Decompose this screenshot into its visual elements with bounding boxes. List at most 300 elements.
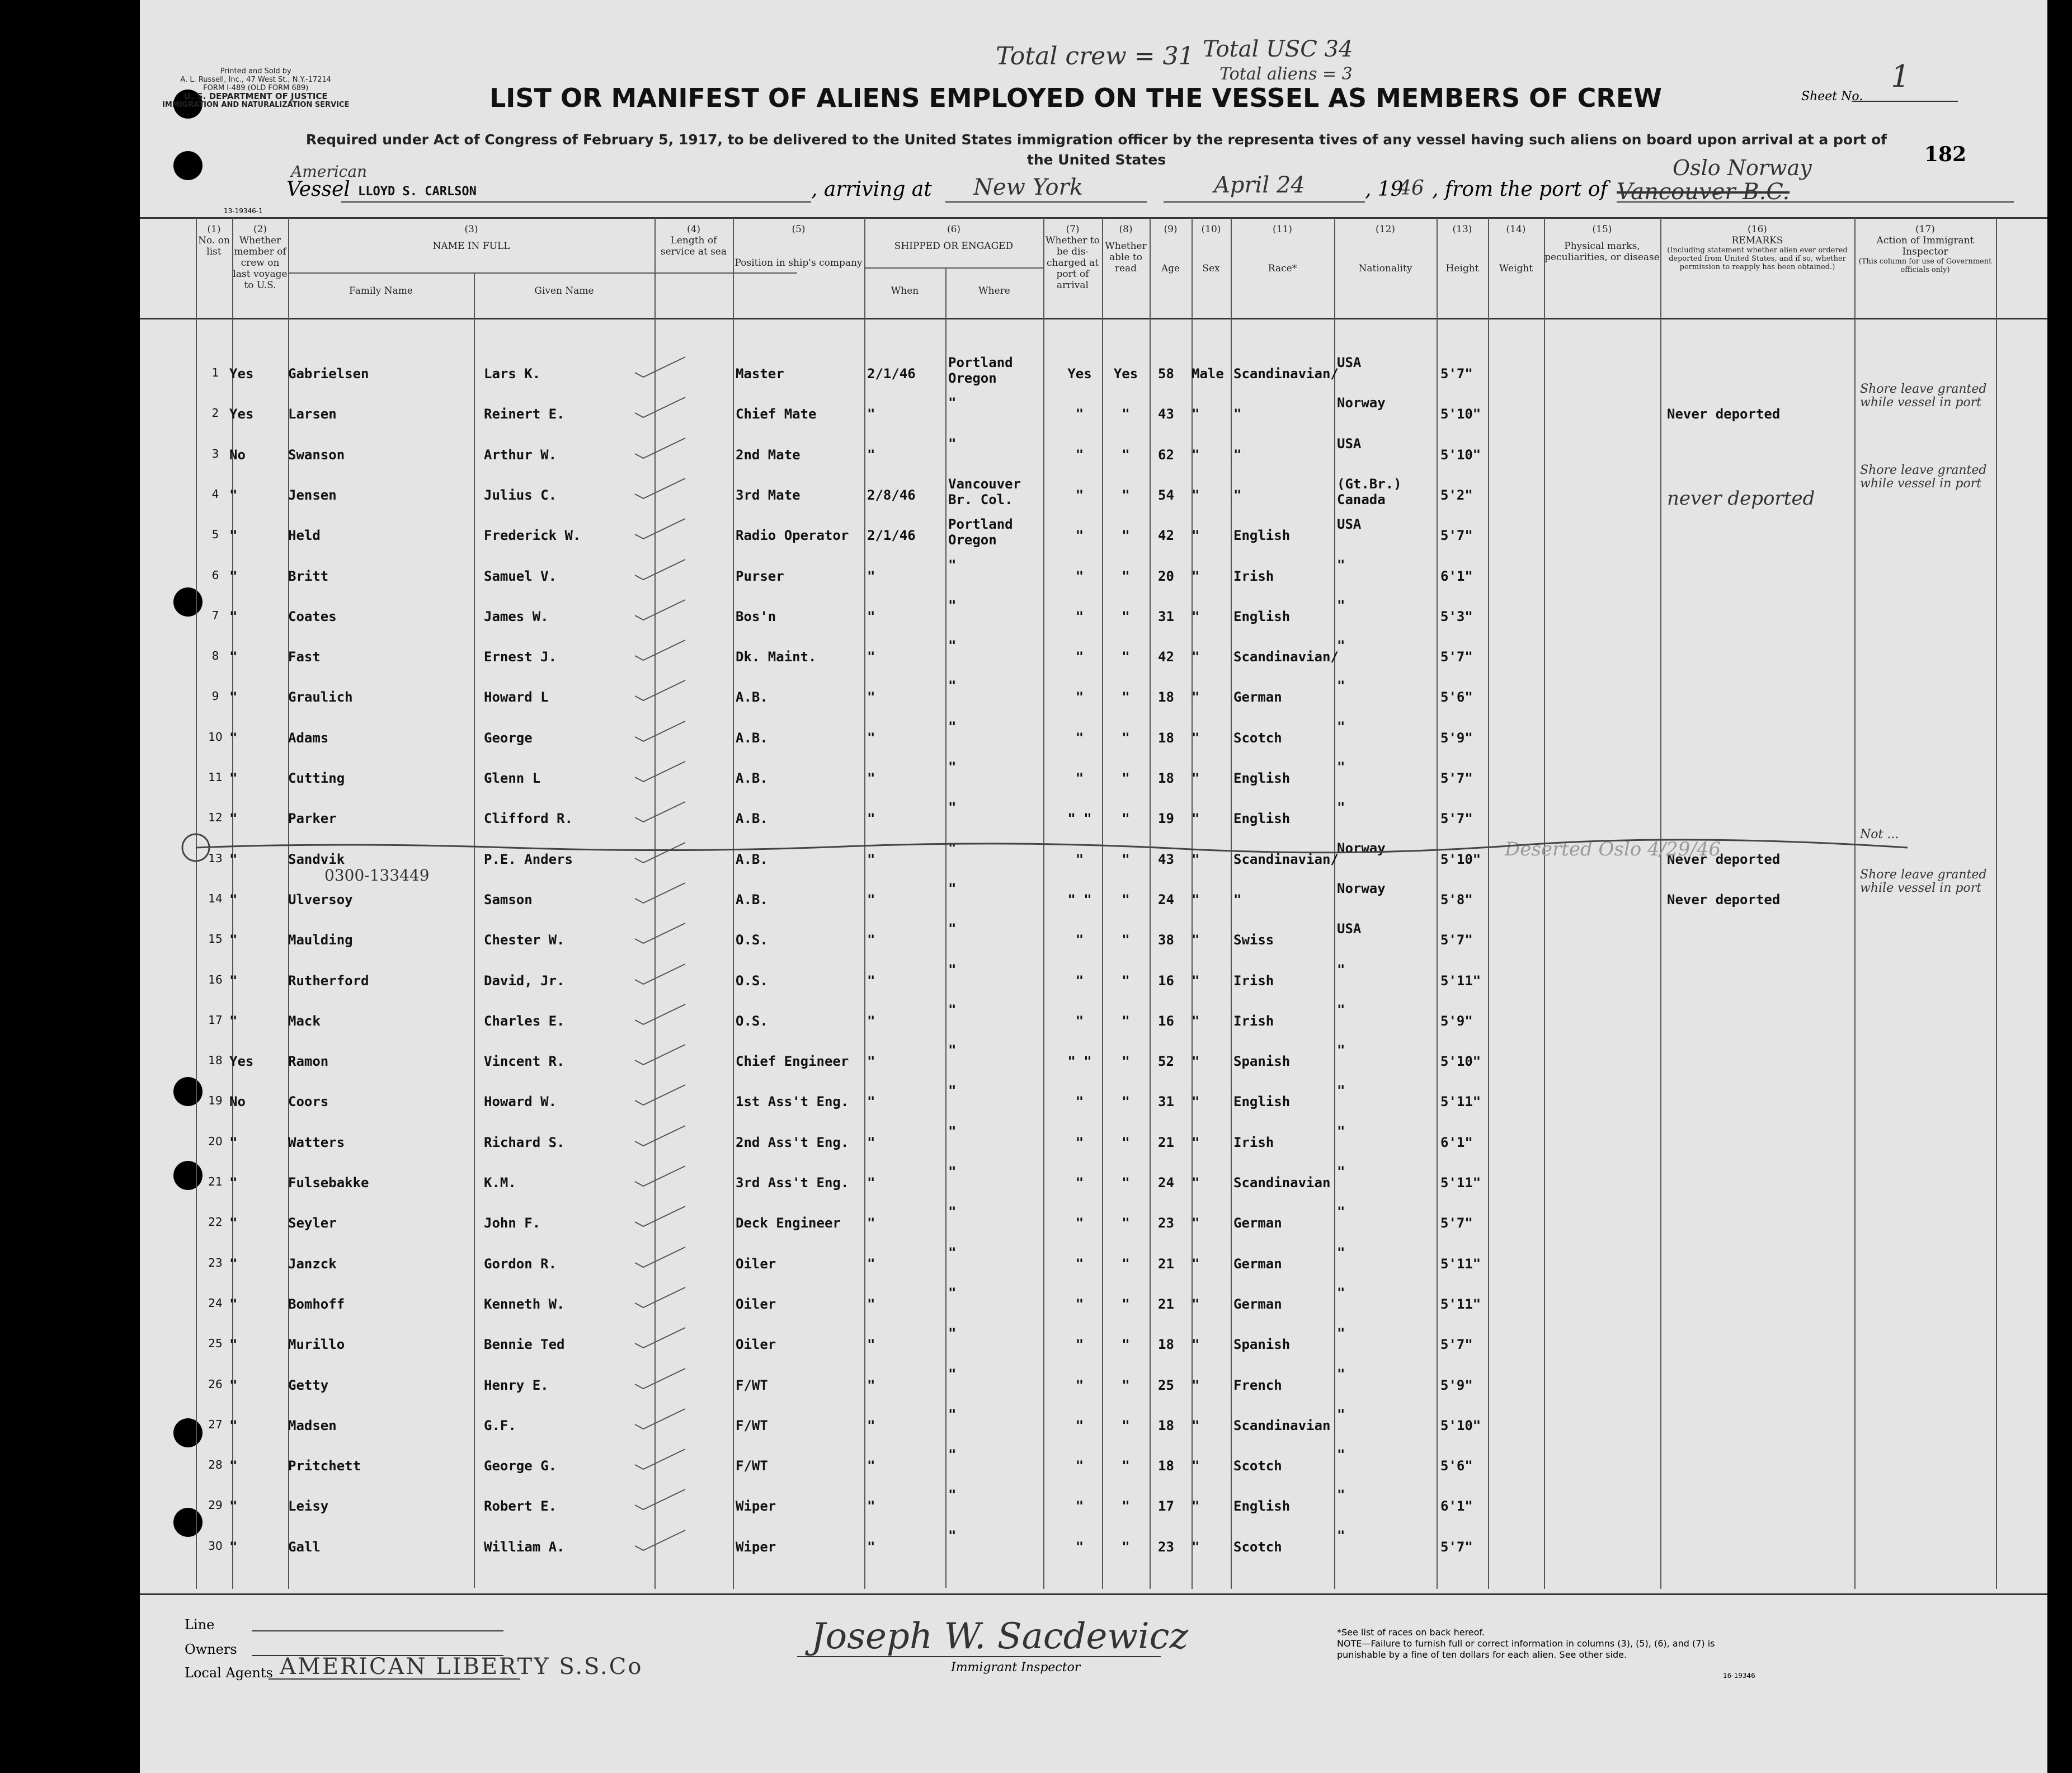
crew-no: 20 (208, 1134, 223, 1148)
nationality: " (1337, 1406, 1345, 1422)
shipped-when: " (867, 568, 875, 584)
table-row (140, 1324, 2047, 1363)
position: 1st Ass't Eng. (736, 1094, 849, 1110)
printer-line: IMMIGRATION AND NATURALIZATION SERVICE (162, 101, 350, 109)
sex: " (1192, 689, 1200, 706)
table-row (140, 1041, 2047, 1080)
height: 5'7" (1440, 528, 1473, 544)
age: 21 (1158, 1255, 1174, 1272)
given-name: David, Jr. (484, 972, 565, 989)
col-label: No. on list (198, 235, 230, 257)
race: Spanish (1233, 1337, 1291, 1353)
discharged: " (1075, 1134, 1084, 1150)
shipped-when: " (867, 1417, 875, 1433)
sheet-number: 1 (1891, 59, 1910, 94)
position: O.S. (736, 1013, 768, 1029)
age: 54 (1158, 487, 1174, 503)
sex: " (1192, 770, 1200, 786)
crew-no: 11 (208, 770, 223, 784)
sex: " (1192, 608, 1200, 624)
nationality: " (1337, 1325, 1345, 1342)
col-num: (3) (464, 224, 478, 235)
arriving-label: , arriving at (811, 178, 932, 201)
sex: " (1192, 891, 1200, 907)
table-row (140, 1122, 2047, 1161)
shipped-where: " (948, 1285, 957, 1301)
grid-line (140, 318, 2047, 319)
shipped-where: " (948, 557, 957, 573)
crew-no: 14 (208, 891, 223, 905)
vessel-label: Vessel (286, 178, 350, 201)
total-usc: Total USC 34 (1203, 36, 1353, 62)
discharged: " (1075, 487, 1084, 503)
shipped-when: " (867, 972, 875, 989)
sex: " (1192, 1337, 1200, 1353)
position: O.S. (736, 932, 768, 948)
given-name: Chester W. (484, 932, 565, 948)
family-name: Fast (288, 649, 321, 665)
table-row (140, 1365, 2047, 1404)
sex: " (1192, 568, 1200, 584)
vessel-nationality: American (291, 162, 368, 181)
nationality: Norway (1337, 880, 1386, 896)
height: 5'11" (1440, 972, 1481, 989)
signature-line (797, 1656, 1161, 1657)
discharged: " (1075, 1458, 1084, 1474)
race: Scandinavian/ (1233, 366, 1339, 382)
crew-no: 24 (208, 1296, 223, 1310)
able-to-read: " (1122, 851, 1130, 867)
position: F/WT (736, 1458, 768, 1474)
table-row (140, 920, 2047, 959)
col-sublabel: (This column for use of Government officials only) (1858, 257, 1992, 274)
col-label: Whether member of crew on last voyage to U.S. (233, 235, 288, 291)
check-mark-icon (632, 720, 688, 742)
able-to-read: " (1122, 1498, 1130, 1515)
shipped-when: " (867, 608, 875, 624)
age: 19 (1158, 811, 1174, 827)
table-row (140, 515, 2047, 554)
strike-line (173, 831, 1936, 864)
nationality: USA (1337, 355, 1362, 370)
sex: " (1192, 730, 1200, 746)
prev-voyage: " (229, 568, 238, 584)
table-row (140, 1203, 2047, 1242)
col-num: (7) (1066, 224, 1080, 235)
race: English (1233, 770, 1291, 786)
prev-voyage: " (229, 1498, 238, 1515)
shipped-where: " (948, 1487, 957, 1503)
height: 6'1" (1440, 1134, 1473, 1150)
race: Swiss (1233, 932, 1274, 948)
race: Scandinavian (1233, 1175, 1331, 1191)
col-label: Whether to be dis-charged at port of arrival (1046, 235, 1100, 291)
table-row (140, 1284, 2047, 1323)
given-name: Frederick W. (484, 528, 581, 544)
shipped-where: " (948, 1244, 957, 1261)
position: Bos'n (736, 608, 776, 624)
age: 20 (1158, 568, 1174, 584)
shipped-where: " (948, 1083, 957, 1099)
remarks: Never deported (1667, 891, 1781, 907)
sex: " (1192, 1215, 1200, 1231)
family-name: Janzck (288, 1255, 337, 1272)
col-header-service (654, 224, 733, 257)
table-row (140, 1081, 2047, 1121)
col-label: Age (1161, 263, 1180, 274)
race: English (1233, 528, 1291, 544)
discharged: " " (1067, 811, 1092, 827)
family-name: Seyler (288, 1215, 337, 1231)
family-name: Pritchett (288, 1458, 361, 1474)
position: Master (736, 366, 784, 382)
family-name: Madsen (288, 1417, 337, 1433)
check-mark-icon (632, 558, 688, 581)
check-mark-icon (632, 801, 688, 823)
discharged: " (1075, 649, 1084, 665)
nationality: " (1337, 1487, 1345, 1503)
prev-voyage: " (229, 1296, 238, 1312)
height: 5'10" (1440, 851, 1481, 867)
family-name: Maulding (288, 932, 353, 948)
age: 62 (1158, 446, 1174, 463)
age: 25 (1158, 1377, 1174, 1393)
able-to-read: " (1122, 1175, 1130, 1191)
shipped-when: " (867, 1215, 875, 1231)
shipped-when: " (867, 689, 875, 706)
shipped-where: Vancouver Br. Col. (948, 476, 1021, 507)
check-mark-icon (632, 1529, 688, 1551)
shipped-where: " (948, 1001, 957, 1018)
family-name: Ulversoy (288, 891, 353, 907)
height: 5'7" (1440, 932, 1473, 948)
nationality: USA (1337, 921, 1362, 937)
race: German (1233, 1215, 1282, 1231)
position: A.B. (736, 770, 768, 786)
family-name: Jensen (288, 487, 337, 503)
shipped-where: " (948, 1527, 957, 1544)
sex: " (1192, 1175, 1200, 1191)
age: 16 (1158, 972, 1174, 989)
prev-voyage: " (229, 528, 238, 544)
crew-no: 22 (208, 1215, 223, 1229)
nationality: " (1337, 1083, 1345, 1099)
height: 5'7" (1440, 649, 1473, 665)
vessel-line (140, 156, 2047, 207)
position: F/WT (736, 1377, 768, 1393)
race: Scandinavian (1233, 1417, 1331, 1433)
age: 18 (1158, 730, 1174, 746)
race: Scotch (1233, 1458, 1282, 1474)
remarks: never deported (1667, 487, 1815, 510)
nationality: " (1337, 1123, 1345, 1139)
nationality: " (1337, 800, 1345, 816)
able-to-read: " (1122, 568, 1130, 584)
shipped-when: " (867, 1296, 875, 1312)
from-port-line (1617, 201, 2014, 203)
nationality: " (1337, 759, 1345, 775)
check-mark-icon (632, 1488, 688, 1511)
able-to-read: " (1122, 1417, 1130, 1433)
inspector-signature: Joseph W. Sacdewicz (811, 1616, 1189, 1657)
crew-no: 7 (211, 608, 219, 622)
check-mark-icon (632, 922, 688, 944)
prev-voyage: " (229, 1175, 238, 1191)
able-to-read: " (1122, 406, 1130, 422)
shipped-where: " (948, 1123, 957, 1139)
line-underline (252, 1630, 503, 1631)
sex: " (1192, 649, 1200, 665)
col-label: Position in ship's company (734, 257, 863, 269)
shipped-when: 2/1/46 (867, 366, 916, 382)
crew-no: 23 (208, 1255, 223, 1269)
col-num: (15) (1592, 224, 1612, 235)
col-label: Whether able to read (1105, 241, 1147, 274)
age: 31 (1158, 608, 1174, 624)
table-row (140, 677, 2047, 716)
signature-role: Immigrant Inspector (951, 1661, 1081, 1675)
position: Radio Operator (736, 528, 849, 544)
crew-no: 1 (211, 366, 219, 379)
shipped-when: 2/1/46 (867, 528, 916, 544)
age: 52 (1158, 1054, 1174, 1070)
able-to-read: " (1122, 972, 1130, 989)
col-label: Race* (1268, 263, 1297, 274)
col-label: Physical marks, peculiarities, or disease (1544, 241, 1660, 263)
sex: " (1192, 1498, 1200, 1515)
family-name: Rutherford (288, 972, 369, 989)
shipped-where: " (948, 1366, 957, 1382)
given-name: Charles E. (484, 1013, 565, 1029)
height: 6'1" (1440, 568, 1473, 584)
shipped-where: " (948, 1164, 957, 1179)
able-to-read: " (1122, 1539, 1130, 1555)
discharged: " (1075, 406, 1084, 422)
prev-voyage: " (229, 1377, 238, 1393)
race: Irish (1233, 568, 1274, 584)
check-mark-icon (632, 1043, 688, 1066)
position: 2nd Ass't Eng. (736, 1134, 849, 1150)
position: A.B. (736, 851, 768, 867)
sex: " (1192, 1539, 1200, 1555)
crew-no: 21 (208, 1175, 223, 1188)
able-to-read: " (1122, 932, 1130, 948)
age: 21 (1158, 1134, 1174, 1150)
family-name: Gabrielsen (288, 366, 369, 382)
shipped-when: " (867, 730, 875, 746)
col-label: Weight (1499, 263, 1533, 274)
able-to-read: " (1122, 770, 1130, 786)
sex: Male (1192, 366, 1224, 382)
sheet-line (1852, 101, 1958, 102)
height: 5'7" (1440, 1539, 1473, 1555)
family-name: Getty (288, 1377, 329, 1393)
sheet-label: Sheet No. (1801, 90, 1863, 104)
shipped-where: " (948, 880, 957, 896)
nationality: " (1337, 1366, 1345, 1382)
prev-voyage: No (229, 446, 246, 463)
family-name: Coates (288, 608, 337, 624)
prev-voyage: " (229, 932, 238, 948)
able-to-read: " (1122, 1215, 1130, 1231)
position: A.B. (736, 811, 768, 827)
age: 23 (1158, 1539, 1174, 1555)
sex: " (1192, 851, 1200, 867)
col-num: (8) (1119, 224, 1133, 235)
discharged: " (1075, 1013, 1084, 1029)
race: Scandinavian/ (1233, 851, 1339, 867)
given-name: Arthur W. (484, 446, 557, 463)
sex: " (1192, 1417, 1200, 1433)
col-num: (2) (253, 224, 267, 235)
grid-line (864, 267, 1043, 269)
year-prefix: , 19 (1365, 178, 1404, 201)
race: English (1233, 1498, 1291, 1515)
grid-line (140, 217, 2047, 219)
age: 16 (1158, 1013, 1174, 1029)
manifest-sheet (140, 0, 2047, 1773)
prev-voyage: " (229, 649, 238, 665)
height: 5'7" (1440, 770, 1473, 786)
check-mark-icon (632, 396, 688, 418)
from-port: Vancouver B.C. (1617, 179, 1790, 205)
check-mark-icon (632, 679, 688, 702)
given-name: K.M. (484, 1175, 516, 1191)
age: 24 (1158, 891, 1174, 907)
col-header-where: Where (978, 285, 1010, 297)
races-note: *See list of races on back hereof. (1337, 1627, 1485, 1638)
race: English (1233, 1094, 1291, 1110)
nationality: " (1337, 1042, 1345, 1059)
given-name: Samuel V. (484, 568, 557, 584)
year-value: 46 (1398, 177, 1424, 200)
shipped-where: " (948, 1447, 957, 1463)
shipped-when: " (867, 770, 875, 786)
shipped-where: " (948, 678, 957, 694)
discharged: " (1075, 1255, 1084, 1272)
position: Oiler (736, 1255, 776, 1272)
sex: " (1192, 406, 1200, 422)
nationality: USA (1337, 435, 1362, 452)
crew-no: 27 (208, 1417, 223, 1431)
shipped-when: " (867, 1054, 875, 1070)
given-name: Robert E. (484, 1498, 557, 1515)
check-mark-icon (632, 882, 688, 904)
col-header-action (1854, 224, 1996, 274)
height: 5'11" (1440, 1094, 1481, 1110)
family-name: Leisy (288, 1498, 329, 1515)
col-header-shipped (864, 224, 1043, 252)
sex: " (1192, 1134, 1200, 1150)
discharged: " (1075, 932, 1084, 948)
col-label: SHIPPED OR ENGAGED (894, 241, 1014, 252)
nationality: " (1337, 961, 1345, 977)
nationality: " (1337, 1447, 1345, 1463)
printer-line: FORM I-489 (OLD FORM 689) (203, 84, 309, 92)
prev-voyage: Yes (229, 366, 254, 382)
shipped-where: " (948, 395, 957, 411)
prev-voyage: Yes (229, 1054, 254, 1070)
prev-voyage: " (229, 1134, 238, 1150)
nationality: Norway (1337, 395, 1386, 411)
given-name: G.F. (484, 1417, 516, 1433)
col-header-weight (1488, 224, 1544, 274)
able-to-read: " (1122, 1458, 1130, 1474)
given-name: Bennie Ted (484, 1337, 565, 1353)
form-id: 13-19346-1 (224, 207, 263, 215)
nationality: USA (1337, 516, 1362, 533)
race: Scotch (1233, 1539, 1282, 1555)
race: English (1233, 608, 1291, 624)
age: 58 (1158, 366, 1174, 382)
footer (140, 1593, 2047, 1773)
page-number: 182 (1924, 143, 1967, 166)
col-header-read (1102, 224, 1150, 274)
table-row (140, 1405, 2047, 1445)
crew-no: 12 (208, 811, 223, 825)
shipped-where: " (948, 840, 957, 856)
given-name: P.E. Anders (484, 851, 573, 867)
discharged: " " (1067, 891, 1092, 907)
nationality: " (1337, 678, 1345, 694)
position: A.B. (736, 891, 768, 907)
height: 5'3" (1440, 608, 1473, 624)
race: " (1233, 891, 1242, 907)
nationality: " (1337, 1527, 1345, 1544)
crew-no: 29 (208, 1498, 223, 1512)
crew-no: 9 (211, 689, 219, 703)
col-header-family: Family Name (349, 285, 413, 297)
nationality: " (1337, 1244, 1345, 1261)
shipped-where: " (948, 1204, 957, 1220)
discharged: " (1075, 1539, 1084, 1555)
race: " (1233, 487, 1242, 503)
discharged: " (1075, 528, 1084, 544)
discharged: Yes (1067, 366, 1092, 382)
height: 5'11" (1440, 1255, 1481, 1272)
col-header-given: Given Name (534, 285, 594, 297)
from-port-correction: Oslo Norway (1673, 156, 1812, 180)
shipped-when: " (867, 891, 875, 907)
printer-block (162, 67, 349, 109)
inspector-action: Shore leave granted while vessel in port (1860, 382, 1987, 410)
given-name: Kenneth W. (484, 1296, 565, 1312)
age: 18 (1158, 1337, 1174, 1353)
shipped-when: " (867, 446, 875, 463)
shipped-where: " (948, 1406, 957, 1422)
shipped-where: " (948, 921, 957, 937)
position: A.B. (736, 689, 768, 706)
col-num: (6) (946, 224, 961, 235)
given-name: Ernest J. (484, 649, 557, 665)
crew-no: 8 (211, 649, 219, 663)
crew-no: 19 (208, 1094, 223, 1108)
family-name: Fulsebakke (288, 1175, 369, 1191)
shipped-when: " (867, 851, 875, 867)
shipped-where: " (948, 1325, 957, 1342)
table-row (140, 1163, 2047, 1202)
prev-voyage: " (229, 891, 238, 907)
prev-voyage: " (229, 811, 238, 827)
race: German (1233, 1255, 1282, 1272)
discharged: " " (1067, 1054, 1092, 1070)
sex: " (1192, 1255, 1200, 1272)
shipped-when: " (867, 932, 875, 948)
discharged: " (1075, 851, 1084, 867)
penalty-note: NOTE—Failure to furnish full or correct information in columns (3), (5), (6), and (7) is punishable by a fine of ten dollars for each alien. See other side. (1337, 1638, 1715, 1660)
height: 5'11" (1440, 1296, 1481, 1312)
arrival-date-line (1164, 201, 1365, 203)
